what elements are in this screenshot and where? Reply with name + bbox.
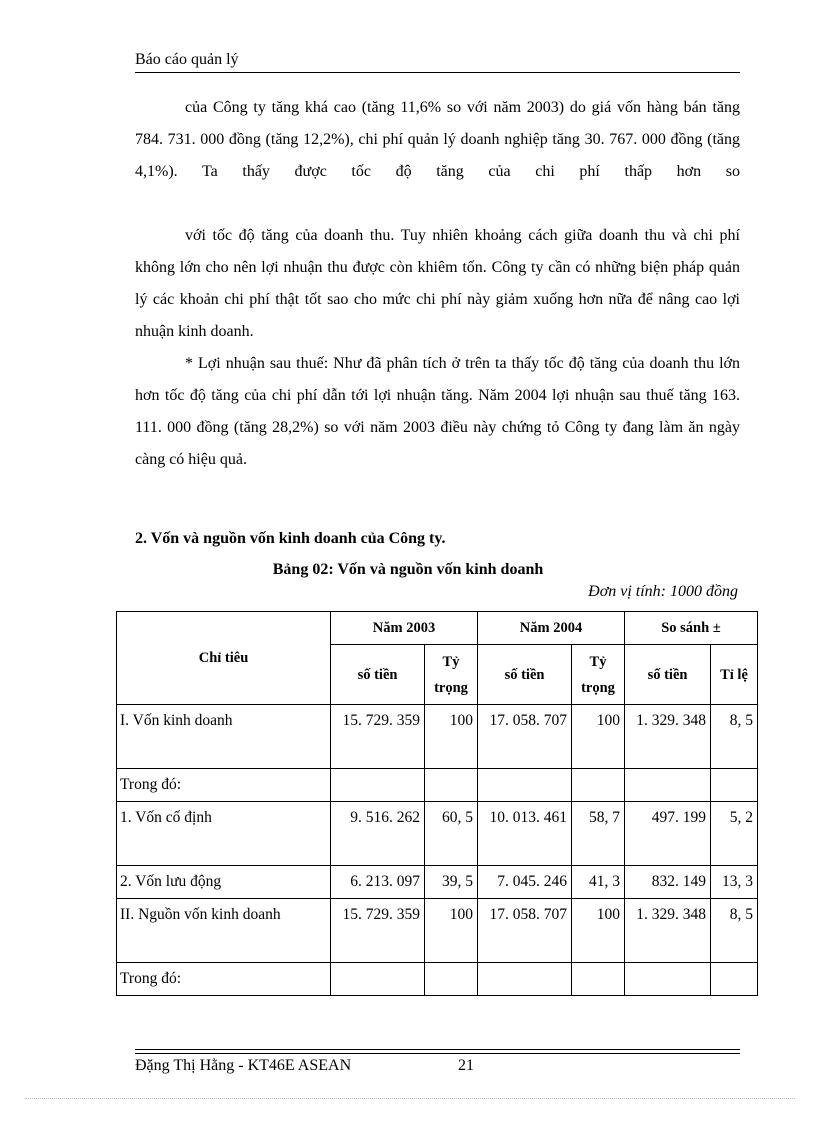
- cell-amount-2003: 9. 516. 262: [331, 802, 425, 866]
- cell-amount-2003: 15. 729. 359: [331, 899, 425, 963]
- page-bottom-dotted-line: [25, 1098, 795, 1099]
- cell-amount-2004: [478, 769, 572, 802]
- cell-ratio: [711, 963, 758, 996]
- paragraph-text: với tốc độ tăng của doanh thu. Tuy nhiên khoảng cách giữa doanh thu và chi phí không lớn cho nên lợi nhuận thu được còn khiêm tốn. Công ty cần có những biện pháp quản lý các khoản chi phí thật tốt sao cho mức chi phí này giảm xuống hơn nữa để nâng cao lợi nhuận kinh doanh.: [135, 227, 740, 340]
- table-unit: Đơn vị tính: 1000 đồng: [588, 583, 738, 600]
- cell-amount-2004: 7. 045. 246: [478, 866, 572, 899]
- body-paragraph-1: [135, 92, 740, 188]
- capital-table: [116, 611, 758, 996]
- row-label: I. Vốn kinh doanh: [117, 705, 331, 769]
- header-indicator: Chỉ tiêu: [117, 612, 331, 705]
- cell-amount-2003: [331, 963, 425, 996]
- cell-ratio: 13, 3: [711, 866, 758, 899]
- cell-ratio: [711, 769, 758, 802]
- row-label: Trong đó:: [117, 963, 331, 996]
- cell-amount-2004: 17. 058. 707: [478, 899, 572, 963]
- cell-diff: 497. 199: [625, 802, 711, 866]
- body-paragraph-2: [135, 220, 740, 348]
- cell-weight-2004: [572, 963, 625, 996]
- header-ratio: Tỉ lệ: [711, 645, 758, 705]
- header-year-2004: Năm 2004: [478, 612, 625, 645]
- cell-weight-2004: [572, 769, 625, 802]
- cell-weight-2004: 100: [572, 899, 625, 963]
- row-label: Trong đó:: [117, 769, 331, 802]
- footer-divider-thin: [135, 1053, 740, 1054]
- cell-amount-2003: 6. 213. 097: [331, 866, 425, 899]
- cell-amount-2004: [478, 963, 572, 996]
- header-amount: số tiền: [478, 645, 572, 705]
- cell-amount-2003: 15. 729. 359: [331, 705, 425, 769]
- table-row: [117, 866, 758, 899]
- table-title: Bảng 02: Vốn và nguồn vốn kinh doanh: [272, 561, 544, 578]
- paragraph-text: của Công ty tăng khá cao (tăng 11,6% so với năm 2003) do giá vốn hàng bán tăng 784. 731. 000 đồng (tăng 12,2%), chi phí quản lý doanh nghiệp tăng 30. 767. 000 đồng (tăng 4,1%). Ta thấy được tốc độ tăng của chi phí thấp hơn so: [135, 99, 740, 180]
- header-compare: So sánh ±: [625, 612, 758, 645]
- body-paragraph-3: [135, 348, 740, 476]
- cell-weight-2003: 60, 5: [425, 802, 478, 866]
- page-number: 21: [458, 1057, 474, 1074]
- cell-diff: 1. 329. 348: [625, 899, 711, 963]
- cell-ratio: 8, 5: [711, 899, 758, 963]
- cell-weight-2004: 58, 7: [572, 802, 625, 866]
- cell-weight-2003: 100: [425, 899, 478, 963]
- table-row: [117, 705, 758, 769]
- footer-author: Đặng Thị Hằng - KT46E ASEAN: [135, 1057, 352, 1074]
- header-title: Báo cáo quản lý: [135, 51, 239, 68]
- table-row: [117, 802, 758, 866]
- cell-amount-2004: 17. 058. 707: [478, 705, 572, 769]
- cell-diff: [625, 769, 711, 802]
- cell-weight-2003: 100: [425, 705, 478, 769]
- cell-ratio: 8, 5: [711, 705, 758, 769]
- cell-weight-2003: [425, 769, 478, 802]
- table-row: [117, 769, 758, 802]
- table-row: [117, 963, 758, 996]
- table-row: [117, 899, 758, 963]
- row-label: 2. Vốn lưu động: [117, 866, 331, 899]
- cell-weight-2004: 100: [572, 705, 625, 769]
- cell-amount-2003: [331, 769, 425, 802]
- row-label: 1. Vốn cố định: [117, 802, 331, 866]
- header-amount: số tiền: [331, 645, 425, 705]
- header-year-2003: Năm 2003: [331, 612, 478, 645]
- header-weight: Tỷ trọng: [425, 645, 478, 705]
- cell-weight-2004: 41, 3: [572, 866, 625, 899]
- footer-divider: [135, 1049, 740, 1050]
- cell-weight-2003: [425, 963, 478, 996]
- cell-amount-2004: 10. 013. 461: [478, 802, 572, 866]
- header-amount: số tiền: [625, 645, 711, 705]
- section-title: 2. Vốn và nguồn vốn kinh doanh của Công ty.: [135, 530, 446, 547]
- header-weight: Tỷ trọng: [572, 645, 625, 705]
- row-label: II. Nguồn vốn kinh doanh: [117, 899, 331, 963]
- cell-diff: [625, 963, 711, 996]
- page-header: [135, 50, 740, 73]
- cell-ratio: 5, 2: [711, 802, 758, 866]
- cell-weight-2003: 39, 5: [425, 866, 478, 899]
- paragraph-text: * Lợi nhuận sau thuế: Như đã phân tích ở trên ta thấy tốc độ tăng của doanh thu lớn hơn tốc độ tăng của chi phí dẫn tới lợi nhuận tăng. Năm 2004 lợi nhuận sau thuế tăng 163. 111. 000 đồng (tăng 28,2%) so với năm 2003 điều này chứng tỏ Công ty đang làm ăn ngày càng có hiệu quả.: [135, 355, 740, 468]
- cell-diff: 832. 149: [625, 866, 711, 899]
- cell-diff: 1. 329. 348: [625, 705, 711, 769]
